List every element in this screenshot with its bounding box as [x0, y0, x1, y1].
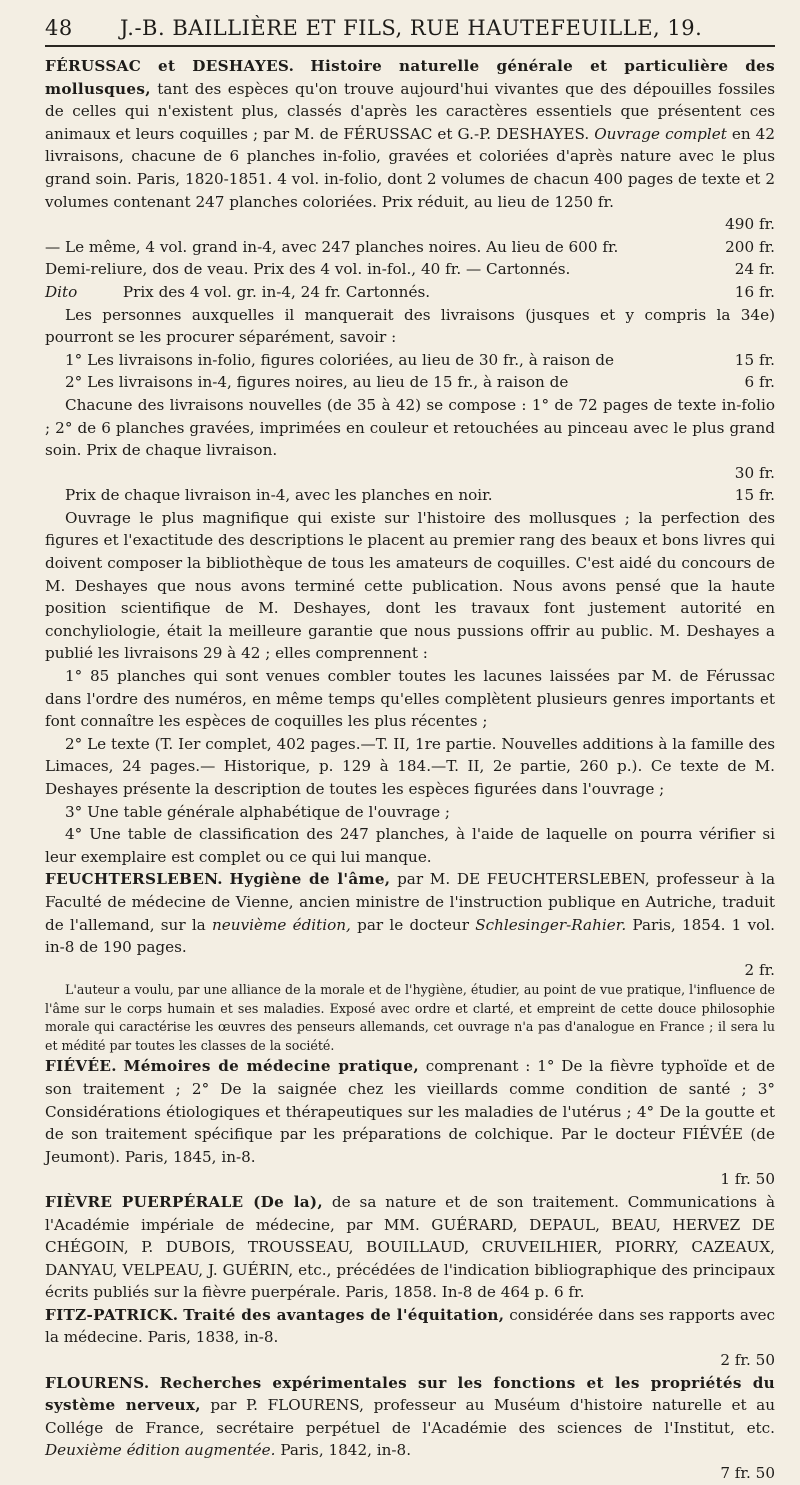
catalogue-body [45, 55, 775, 1485]
price: 15 fr. [734, 486, 775, 505]
entry-work: Ouvrage complet [594, 124, 727, 143]
price: 2 fr. [744, 960, 775, 979]
entry-text: par P. FLOURENS, professeur au Muséum d'histoire naturelle et au Collége de France, secrétaire perpétuel de l'Académie des sciences de l'Institut, etc. [45, 1396, 775, 1437]
entry-fitzpatrick [45, 1304, 775, 1349]
entry-text: Demi-reliure, dos de veau. Prix des 4 vol. in-fol., 40 fr. — Cartonnés. [45, 260, 571, 279]
entry-text: Paris, 1854. 1 vol. in-8 de 190 pages. [45, 915, 775, 957]
price: 24 fr. [734, 260, 775, 279]
price-line [45, 1462, 775, 1485]
entry-title: Mémoires de médecine pratique, [123, 1057, 419, 1076]
entry-text: Paris, 1842, in-8. [280, 1441, 412, 1460]
paragraph: 4° Une table de classification des 247 planches, à l'aide de laquelle on pourra vérifier si leur exemplaire est complet ou ce qui lui manque. [45, 825, 775, 866]
price: 200 fr. [725, 237, 775, 256]
running-header [45, 10, 775, 46]
header-rule [45, 45, 775, 47]
paragraph: 3° Une table générale alphabétique de l'ouvrage ; [65, 802, 451, 821]
entry-fievre-puerperale [45, 1191, 775, 1304]
price: 6 fr. [553, 1283, 585, 1302]
price: 490 fr. [725, 215, 775, 234]
entry-text: Prix de chaque livraison in-4, avec les planches en noir. [65, 486, 493, 505]
entry-flourens [45, 1372, 775, 1462]
entry-text: par M. DE FEUCHTERSLEBEN, professeur à la Faculté de médecine de Vienne, ancien ministre de l'instruction publique en Autriche, traduit de l'allemand, sur la [45, 870, 776, 934]
price-line [45, 236, 775, 259]
paragraph: Les personnes auxquelles il manquerait des livraisons (jusques et y compris la 34e) pourront se les procurer séparément, savoir : [45, 305, 775, 347]
entry-text: par le docteur [357, 915, 469, 934]
price: 16 fr. [734, 282, 775, 301]
page-number: 48 [45, 16, 73, 40]
price: 15 fr. [734, 350, 775, 369]
price: 2 fr. 50 [720, 1351, 775, 1370]
price-line [45, 258, 775, 281]
entry-text: 2° Les livraisons in-4, figures noires, au lieu de 15 fr., à raison de [65, 373, 569, 392]
entry-title: Histoire naturelle générale et particulière des mollusques, [45, 57, 775, 98]
entry-translator: Schlesinger-Rahier. [475, 915, 627, 934]
entry-text: considérée dans ses rapports avec la médecine. Paris, 1838, in-8. [45, 1305, 776, 1347]
entry-ferussac [45, 55, 775, 213]
entry-text: 1° Les livraisons in-folio, figures coloriées, au lieu de 30 fr., à raison de [65, 350, 615, 369]
price-line [45, 1349, 775, 1372]
entry-text: de sa nature et de son traitement. Communications à l'Académie impériale de médecine, par MM. GUÉRARD, DEPAUL, BEAU, HERVEZ DE CHÉGOIN, P. DUBOIS, TROUSSEAU, BOUILLAUD, CRUVEILHIER, PIORRY, CAZEAUX, DANYAU, VELPEAU, J. GUÉRIN, etc., précédées de l'indication bibliographique des principaux écrits publiés sur la fièvre puerpérale. Paris, 1858. In-8 de 464 p. [45, 1192, 776, 1302]
price-line [45, 462, 775, 485]
entry-text: — Le même, 4 vol. grand in-4, avec 247 planches noires. Au lieu de 600 fr. [45, 237, 619, 256]
entry-edition: neuvième édition, [211, 915, 351, 934]
price-line [45, 959, 775, 982]
entry-feuchtersleben [45, 868, 775, 958]
entry-text: comprenant : 1° De la fièvre typhoïde et de son traitement ; 2° De la saignée chez les vieillards comme condition de santé ; 3° Considérations étiologiques et thérapeutiques sur les maladies de l'utérus ; 4° De la goutte et de son traitement spécifique par les préparations de colchique. Par le docteur FIÉVÉE (de Jeumont). Paris, 1845, in-8. [45, 1057, 776, 1166]
entry-text: en 42 livraisons, chacune de 6 planches in-folio, gravées et coloriées d'après nature avec le plus grand soin. Paris, 1820-1851. 4 vol. in-folio, dont 2 volumes de chacun 400 pages de texte et 2 volumes contenant 247 planches coloriées. Prix réduit, au lieu de 1250 fr. [45, 124, 775, 211]
paragraph: Chacune des livraisons nouvelles (de 35 à 42) se compose : 1° de 72 pages de texte in-folio ; 2° de 6 planches gravées, imprimées en couleur et retouchées au pinceau avec le plus grand soin. Prix de chaque livraison. [45, 395, 775, 460]
entry-author: FLOURENS. [45, 1373, 150, 1392]
entry-title: Traité des avantages de l'équitation, [183, 1305, 505, 1324]
entry-author: FÉRUSSAC et DESHAYES. [45, 57, 295, 75]
entry-author: FIÉVÉE. [45, 1057, 117, 1076]
entry-title: Hygiène de l'âme, [229, 870, 391, 889]
entry-edition: Deuxième édition augmentée. [45, 1441, 276, 1460]
price: 7 fr. 50 [720, 1464, 775, 1483]
paragraph: 2° Le texte (T. Ier complet, 402 pages.—T. II, 1re partie. Nouvelles additions à la famille des Limaces, 24 pages.— Historique, p. 129 à 184.—T. II, 2e partie, 260 p.). Ce texte de M. Deshayes présente la description de toutes les espèces figurées dans l'ouvrage ; [45, 734, 775, 798]
paragraph: Ouvrage le plus magnifique qui existe sur l'histoire des mollusques ; la perfection des figures et l'exactitude des descriptions le placent au premier rang des beaux et bons livres qui doivent composer la bibliothèque de tous les amateurs de coquilles. C'est aidé du concours de M. Deshayes que nous avons terminé cette publication. Nous avons pensé que la haute position scientifique de M. Deshayes, dont les travaux font justement autorité en conchyliologie, était la meilleure garantie que nous pussions offrir au public. M. Deshayes a publié les livraisons 29 à 42 ; elles comprennent : [45, 508, 775, 663]
entry-author: FIÈVRE PUERPÉRALE (De la), [45, 1192, 323, 1211]
price-line [45, 371, 775, 394]
paragraph: 1° 85 planches qui sont venues combler toutes les lacunes laissées par M. de Férussac dans l'ordre des numéros, en même temps qu'elles complètent plusieurs genres importants et font connaître les espèces de coquilles les plus récentes ; [45, 667, 775, 731]
price-line [45, 213, 775, 236]
price-line [45, 281, 775, 304]
price: 30 fr. [734, 463, 775, 482]
publisher-header: J.-B. BAILLIÈRE ET FILS, RUE HAUTEFEUILLE, 19. [120, 16, 703, 40]
price-line [45, 349, 775, 372]
price-line [45, 484, 775, 507]
entry-text: tant des espèces qu'on trouve aujourd'hui vivantes que des dépouilles fossiles de celles qui n'existent plus, classés d'après les caractères essentiels que présentent ces animaux et leurs coquilles ; par M. de FÉRUSSAC et G.-P. DESHAYES. [45, 79, 776, 143]
price: 1 fr. 50 [720, 1170, 775, 1189]
entry-note: L'auteur a voulu, par une alliance de la morale et de l'hygiène, étudier, au point de vue pratique, l'influence de l'âme sur le corps humain et ses maladies. Exposé avec ordre et clarté, et empreint de cette douce philosophie morale qui caractérise les œuvres des penseurs allemands, cet ouvrage n'a pas d'analogue en France ; il sera lu et médité par toutes les classes de la société. [45, 982, 775, 1053]
entry-text: Prix des 4 vol. gr. in-4, 24 fr. Cartonnés. [122, 282, 431, 301]
price-line [45, 1168, 775, 1191]
entry-fievee [45, 1055, 775, 1168]
entry-author: FEUCHTERSLEBEN. [45, 870, 223, 889]
entry-title: Recherches expérimentales sur les fonctions et les propriétés du système nerveux, [45, 1373, 776, 1415]
entry-text: Dito [45, 282, 78, 301]
entry-author: FITZ-PATRICK. [45, 1305, 179, 1324]
price: 6 fr. [744, 373, 775, 392]
